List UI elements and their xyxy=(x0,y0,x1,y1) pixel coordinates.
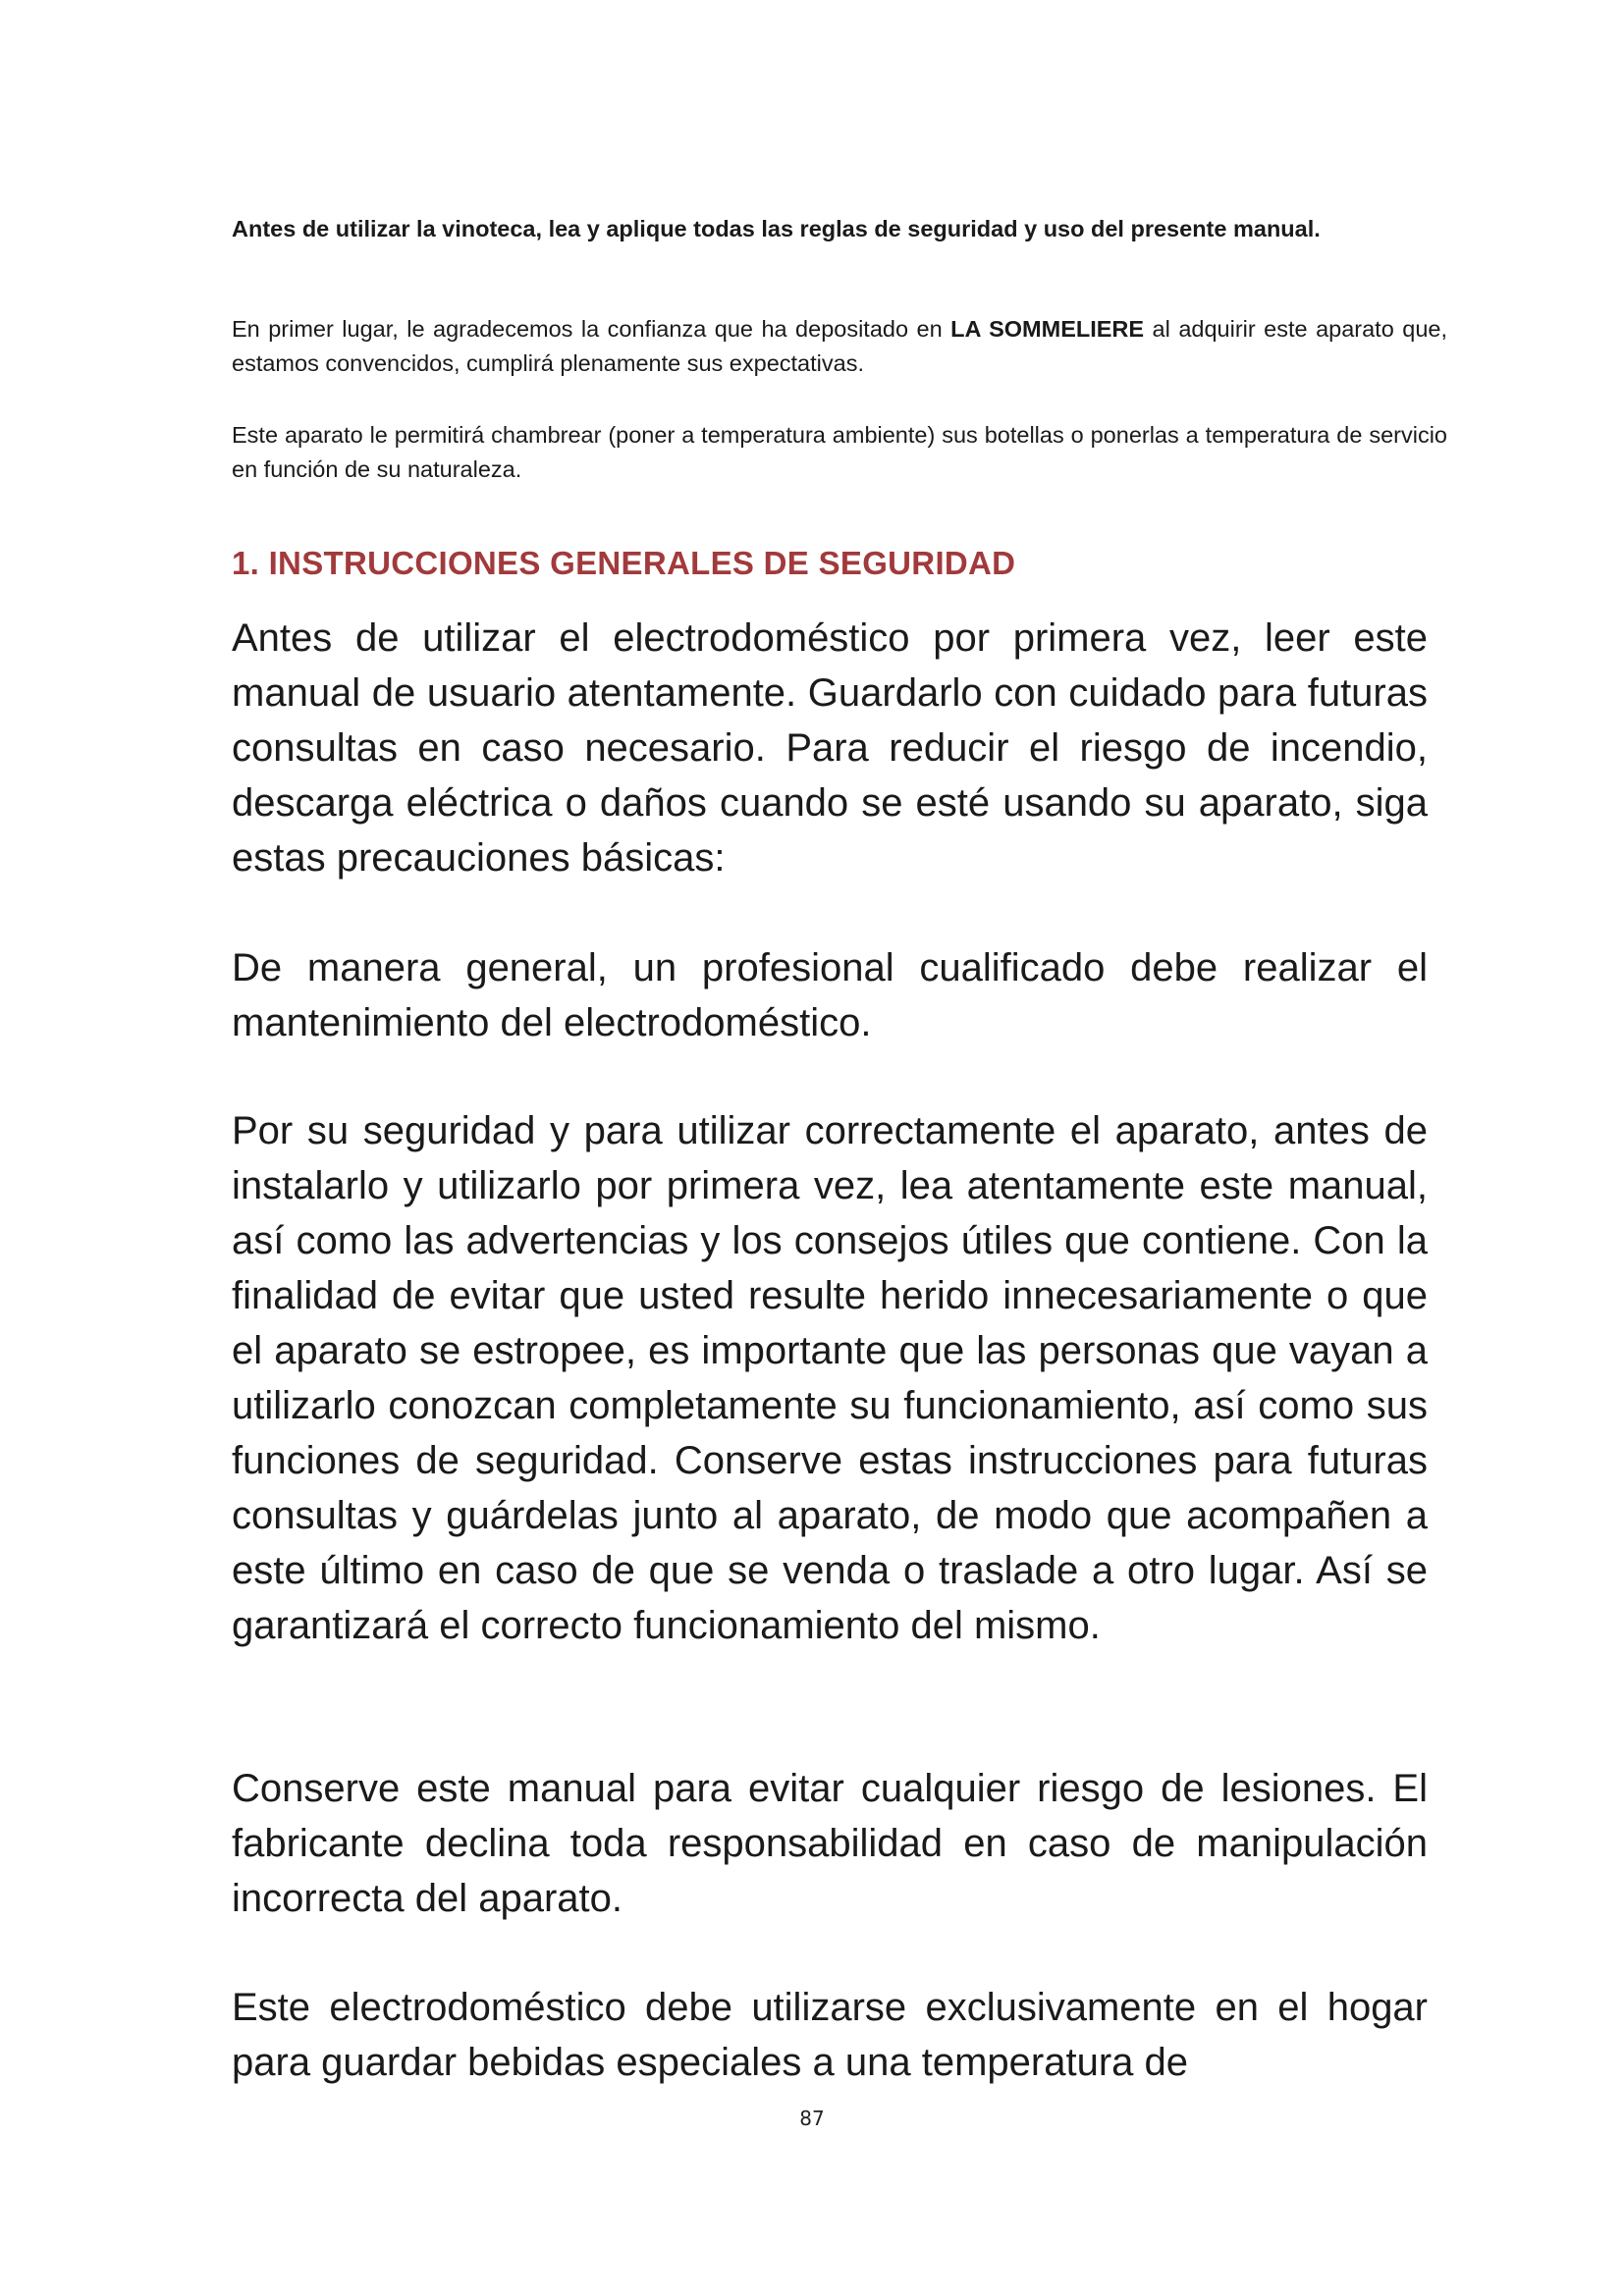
intro-warning: Antes de utilizar la vinoteca, lea y aplique todas las reglas de seguridad y uso del presente manual. xyxy=(232,216,1321,241)
section-heading: 1. INSTRUCCIONES GENERALES DE SEGURIDAD xyxy=(232,545,1016,581)
intro-thanks-before: En primer lugar, le agradecemos la confianza que ha depositado en xyxy=(232,316,951,342)
paragraph-home-use: Este electrodoméstico debe utilizarse exclusivamente en el hogar para guardar bebidas especiales a una temperatura de xyxy=(232,1986,1428,2084)
paragraph-keep-manual: Conserve este manual para evitar cualquier riesgo de lesiones. El fabricante declina toda responsabilidad en caso de manipulación incorrecta del aparato. xyxy=(232,1767,1428,1920)
paragraph-maintenance: De manera general, un profesional cualificado debe realizar el mantenimiento del electrodoméstico. xyxy=(232,946,1428,1044)
page-number: 87 xyxy=(799,2107,825,2130)
intro-thanks xyxy=(232,312,1447,381)
brand-name: LA SOMMELIERE xyxy=(950,316,1145,342)
paragraph-read-manual: Antes de utilizar el electrodoméstico por primera vez, leer este manual de usuario atentamente. Guardarlo con cuidado para futuras consultas en caso necesario. Para reducir el riesgo de incendio, descarga eléctrica o daños cuando se esté usando su aparato, siga estas precauciones básicas: xyxy=(232,616,1428,880)
intro-chambrear: Este aparato le permitirá chambrear (poner a temperatura ambiente) sus botellas o ponerlas a temperatura de servicio en función de su naturaleza. xyxy=(232,422,1447,482)
paragraph-safety: Por su seguridad y para utilizar correctamente el aparato, antes de instalarlo y utilizarlo por primera vez, lea atentamente este manual, así como las advertencias y los consejos útiles que contiene. Con la finalidad de evitar que usted resulte herido innecesariamente o que el aparato se estropee, es importante que las personas que vayan a utilizarlo conozcan completamente su funcionamiento, así como sus funciones de seguridad. Conserve estas instrucciones para futuras consultas y guárdelas junto al aparato, de modo que acompañen a este último en caso de que se venda o traslade a otro lugar. Así se garantizará el correcto funcionamiento del mismo. xyxy=(232,1109,1428,1647)
intro-thanks-after: al adquirir este aparato que, estamos convencidos, cumplirá plenamente sus expectativas. xyxy=(232,316,1448,376)
